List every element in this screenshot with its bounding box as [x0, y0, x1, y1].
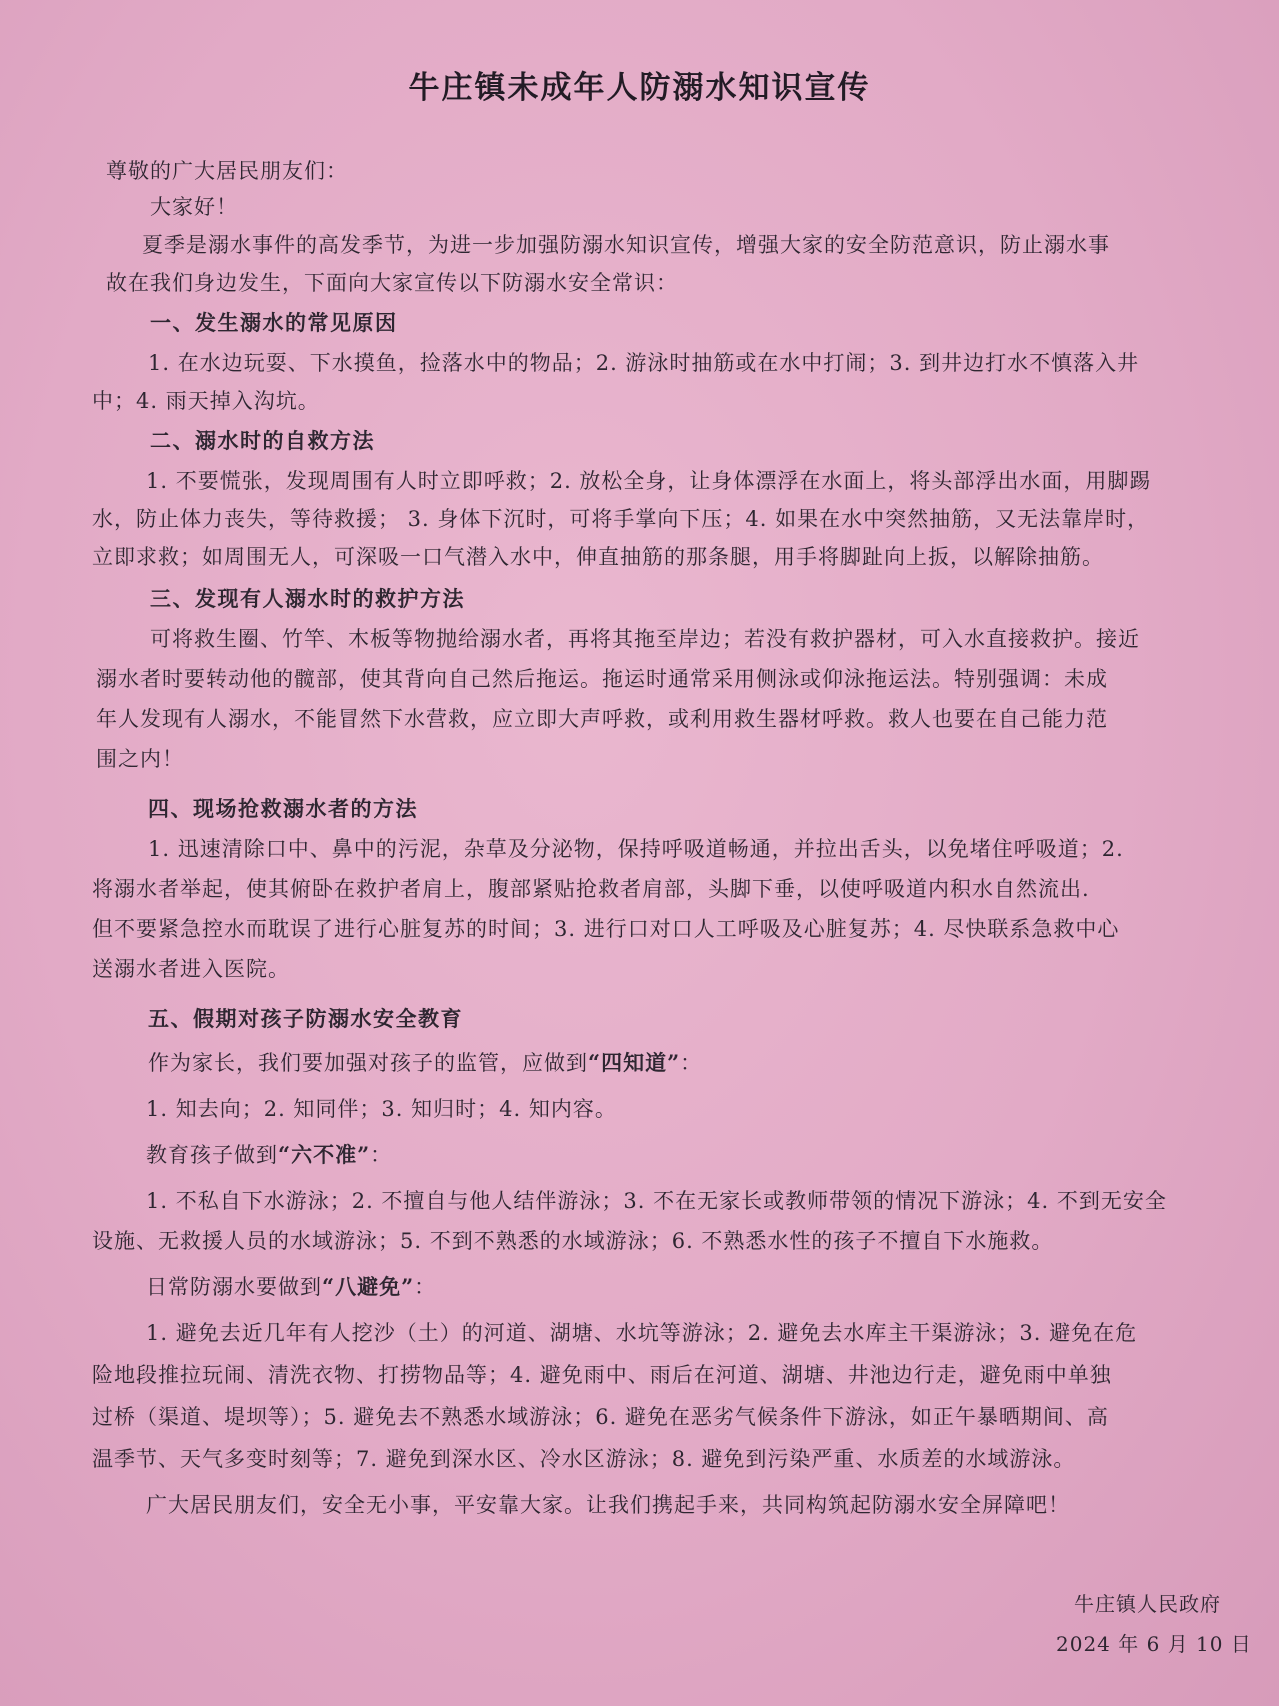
intro-line-1: 夏季是溺水事件的高发季节，为进一步加强防溺水知识宣传，增强大家的安全防范意识，防止溺水事	[142, 233, 1110, 257]
section-3-line-1: 可将救生圈、竹竿、木板等物抛给溺水者，再将其拖至岸边；若没有救护器材，可入水直接救护。接近	[150, 627, 1140, 651]
section-4-line-4: 送溺水者进入医院。	[92, 957, 290, 981]
six-not-intro	[146, 1140, 392, 1170]
eight-avoid-post: ：	[414, 1275, 437, 1299]
six-not-line-1: 1. 不私自下水游泳；2. 不擅自与他人结伴游泳；3. 不在无家长或教师带领的情况下游泳；4. 不到无安全	[146, 1189, 1167, 1213]
four-know-items: 1. 知去向；2. 知同伴；3. 知归时；4. 知内容。	[146, 1097, 617, 1121]
section-4-line-3: 但不要紧急控水而耽误了进行心脏复苏的时间；3. 进行口对口人工呼吸及心脏复苏；4. 尽快联系急救中心	[92, 917, 1120, 941]
signature-org: 牛庄镇人民政府	[1074, 1592, 1221, 1616]
four-know-key: “四知道”	[588, 1050, 681, 1075]
four-know-pre: 作为家长，我们要加强对孩子的监管，应做到	[148, 1051, 588, 1075]
eight-avoid-line-1: 1. 避免去近几年有人挖沙（土）的河道、湖塘、水坑等游泳；2. 避免去水库主干渠游泳；3. 避免在危	[146, 1321, 1138, 1345]
section-1-heading: 一、发生溺水的常见原因	[150, 310, 398, 335]
six-not-post: ：	[370, 1143, 393, 1167]
section-2-heading: 二、溺水时的自救方法	[150, 428, 375, 453]
section-2-line-1: 1. 不要慌张，发现周围有人时立即呼救；2. 放松全身，让身体漂浮在水面上，将头部浮出水面，用脚踢	[146, 469, 1152, 493]
eight-avoid-key: “八避免”	[322, 1274, 415, 1299]
section-2-line-3: 立即求救；如周围无人，可深吸一口气潜入水中，伸直抽筋的那条腿，用手将脚趾向上扳，以解除抽筋。	[92, 545, 1104, 569]
eight-avoid-intro	[146, 1272, 436, 1302]
section-1-line-1: 1. 在水边玩耍、下水摸鱼，捡落水中的物品；2. 游泳时抽筋或在水中打闹；3. 到井边打水不慎落入井	[148, 351, 1140, 375]
document-title: 牛庄镇未成年人防溺水知识宣传	[408, 70, 871, 106]
section-3-heading: 三、发现有人溺水时的救护方法	[150, 586, 465, 611]
four-know-intro	[148, 1048, 702, 1078]
eight-avoid-pre: 日常防溺水要做到	[146, 1275, 322, 1299]
greeting: 尊敬的广大居民朋友们：	[106, 159, 348, 183]
eight-avoid-line-3: 过桥（渠道、堤坝等）；5. 避免去不熟悉水域游泳；6. 避免在恶劣气候条件下游泳，如正午暴晒期间、高	[92, 1405, 1109, 1429]
section-4-line-1: 1. 迅速清除口中、鼻中的污泥，杂草及分泌物，保持呼吸道畅通，并拉出舌头，以免堵住呼吸道；2.	[148, 837, 1124, 861]
section-3-line-3: 年人发现有人溺水，不能冒然下水营救，应立即大声呼救，或利用救生器材呼救。救人也要在自己能力范	[96, 707, 1108, 731]
section-5-heading: 五、假期对孩子防溺水安全教育	[148, 1006, 463, 1031]
four-know-post: ：	[680, 1051, 703, 1075]
six-not-line-2: 设施、无救援人员的水域游泳；5. 不到不熟悉的水域游泳；6. 不熟悉水性的孩子不擅自下水施救。	[92, 1229, 1054, 1253]
signature-date: 2024 年 6 月 10 日	[1056, 1632, 1252, 1656]
eight-avoid-line-2: 险地段推拉玩闹、清洗衣物、打捞物品等；4. 避免雨中、雨后在河道、湖塘、井池边行走，避免雨中单独	[92, 1363, 1112, 1387]
hello-line: 大家好！	[150, 195, 238, 219]
closing-line: 广大居民朋友们，安全无小事，平安靠大家。让我们携起手来，共同构筑起防溺水安全屏障吧！	[146, 1493, 1070, 1517]
section-4-heading: 四、现场抢救溺水者的方法	[148, 796, 418, 821]
six-not-key: “六不准”	[278, 1142, 371, 1167]
six-not-pre: 教育孩子做到	[146, 1143, 278, 1167]
section-3-line-4: 围之内！	[96, 747, 184, 771]
section-2-line-2: 水，防止体力丧失，等待救援； 3. 身体下沉时，可将手掌向下压；4. 如果在水中突然抽筋，又无法靠岸时，	[92, 507, 1150, 531]
section-3-line-2: 溺水者时要转动他的髋部，使其背向自己然后拖运。拖运时通常采用侧泳或仰泳拖运法。特别强调：未成	[96, 667, 1108, 691]
section-4-line-2: 将溺水者举起，使其俯卧在救护者肩上，腹部紧贴抢救者肩部，头脚下垂，以使呼吸道内积水自然流出.	[92, 877, 1090, 901]
section-1-line-2: 中；4. 雨天掉入沟坑。	[92, 389, 320, 413]
eight-avoid-line-4: 温季节、天气多变时刻等；7. 避免到深水区、冷水区游泳；8. 避免到污染严重、水质差的水域游泳。	[92, 1447, 1076, 1471]
intro-line-2: 故在我们身边发生，下面向大家宣传以下防溺水安全常识：	[106, 271, 678, 295]
